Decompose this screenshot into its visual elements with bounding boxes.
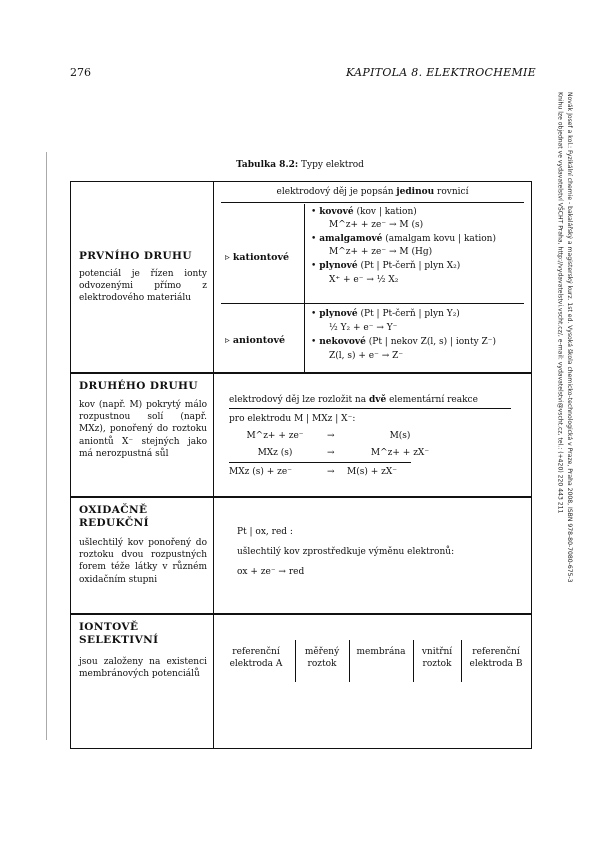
bullet-kovove [311,206,417,218]
section1-header-post: rovnicí [434,187,469,197]
section3-line3: ox + ze⁻ → red [237,567,305,577]
bullet-plynove-kation-name: plynové [319,261,358,271]
bullet-nekovove [311,336,496,348]
chapter-title: KAPITOLA 8. ELEKTROCHEMIE [346,66,536,79]
cell-inner-bottom: roztok [422,659,452,669]
cell-ref-b [463,646,529,670]
cell-ref-a-bottom: elektroda A [229,659,283,669]
citation-sidebar [554,92,574,652]
cell-measured [297,646,347,670]
caption-label: Tabulka 8.2: [236,160,299,170]
cell-inner-top: vnitřní [421,647,453,657]
bullet-dot-icon: • [311,207,317,217]
bullet-plynove-anion-name: plynové [319,309,358,319]
table-caption [0,160,600,170]
cell-ref-a-top: referenční [232,647,280,657]
section4-title: IONTOVĚ SELEKTIVNÍ [79,621,159,646]
bullet-nekovove-rest: (Pt | nekov Z(l, s) | ionty Z⁻) [365,337,497,347]
bullet-amalgamove-name: amalgamové [319,234,383,244]
section2-header [229,394,478,406]
bullet-plynove-anion-rest: (Pt | Pt-čerň | plyn Y₂) [357,309,460,319]
r1-left: M^z+ + ze⁻ [246,431,304,441]
cell-divider-1 [295,640,296,682]
bullet-kovove-name: kovové [319,207,354,217]
bullet-amalgamove [311,233,496,245]
margin-change-bar [46,152,47,740]
bullet-dot-icon: • [311,337,317,347]
section-divider-3 [71,613,531,615]
triangle-right-icon: ▹ [225,252,230,263]
section1-title: PRVNÍHO DRUHU [79,250,192,262]
page-number: 276 [70,66,91,79]
anion-label-text: aniontové [232,335,286,346]
bullet-kovove-rest: (kov | kation) [353,207,417,217]
section-divider-2 [71,496,531,498]
caption-text: Typy elektrod [301,160,364,170]
r3-arrow: → [327,467,335,477]
cell-divider-2 [349,640,350,682]
bullet-plynove-anion [311,308,460,320]
r3-left: MXz (s) + ze⁻ [229,467,292,477]
cell-measured-top: měřený [304,647,340,657]
section1-header-rule [221,202,524,203]
bullet-plynove-kation-rest: (Pt | Pt-čerň | plyn X₂) [357,261,461,271]
citation-line-1: Novák Josef a kol.: Fyzikální chemie - bakalářský a magisterský kurz. 1st ed. Vysoká škola chemicko-technologická v Praze, Praha 2008, ISBN 978-80-7080-675-3 [566,92,573,583]
eq-kovove: M^z+ + ze⁻ → M (s) [329,220,424,230]
section4-desc: jsou založeny na existenci membránových potenciálů [79,657,207,680]
section-divider-1 [71,372,531,374]
section2-subheader: pro elektrodu M | MXz | X⁻: [229,414,356,424]
cell-inner [415,646,459,670]
cell-ref-b-top: referenční [472,647,520,657]
section2-header-pre: elektrodový děj lze rozložit na [229,395,369,405]
bullet-dot-icon: • [311,234,317,244]
section1-header-pre: elektrodový děj je popsán [276,187,397,197]
r1-arrow: → [327,431,335,441]
section1-desc: potenciál je řízen ionty odvozenými přímo z elektrodového materiálu [79,269,207,304]
bullet-amalgamove-rest: (amalgam kovu | kation) [382,234,496,244]
section1-row-divider [221,303,524,304]
section2-title: DRUHÉHO DRUHU [79,380,198,392]
cell-membrane [351,646,411,658]
kation-label-text: kationtové [232,252,290,263]
citation-line-2: Knihu lze objednat ve vydavatelství VŠCHT Praha, http://vydavatelstvi.vscht.cz/, e-mail: vydavatelstvi@vscht.cz, tel.: (+420) 220 443 211 [556,92,564,514]
eq-amalgamove: M^z+ + ze⁻ → M (Hg) [329,247,433,257]
section2-desc: kov (např. M) pokrytý málo rozpustnou solí (např. MXz), ponořený do roztoku aniontů X⁻ stejných jako má nerozpustná sůl [79,400,207,459]
section1-header [214,186,531,198]
column-divider [213,182,214,748]
section3-line2: ušlechtilý kov zprostředkuje výměnu elektronů: [237,547,455,557]
section1-header-bold: jedinou [396,187,435,197]
bullet-nekovove-name: nekovové [319,337,366,347]
kation-label [225,252,289,263]
bullet-plynove-kation [311,260,460,272]
electrode-types-table [70,181,532,749]
section1-subcolumn-divider [304,204,305,372]
section2-header-rule [229,408,511,409]
r1-right: M(s) [389,431,411,441]
cell-membrane-top: membrána [356,647,406,657]
r2-right: M^z+ + zX⁻ [370,448,430,458]
triangle-right-icon: ▹ [225,335,230,346]
section2-header-bold: dvě [368,395,387,405]
cell-ref-b-bottom: elektroda B [469,659,523,669]
section3-desc: ušlechtilý kov ponořený do roztoku dvou rozpustných forem téže látky v různém oxidačním stupni [79,538,207,585]
section2-header-post: elementární reakce [386,395,478,405]
anion-label [225,335,285,346]
section3-line1: Pt | ox, red : [237,527,293,537]
r3-right: M(s) + zX⁻ [347,467,398,477]
r2-arrow: → [327,448,335,458]
r2-left: MXz (s) [257,448,293,458]
cell-divider-4 [461,640,462,682]
eq-plynove-anion: ½ Y₂ + e⁻ → Y⁻ [329,323,398,333]
eq-nekovove: Z(l, s) + e⁻ → Z⁻ [329,351,404,361]
cell-measured-bottom: roztok [307,659,337,669]
eq-plynove-kation: X⁺ + e⁻ → ½ X₂ [329,275,399,285]
cell-divider-3 [413,640,414,682]
section3-title: OXIDAČNĚ REDUKČNÍ [79,504,149,529]
bullet-dot-icon: • [311,261,317,271]
reaction-sum-rule [229,462,411,463]
cell-ref-a [218,646,294,670]
bullet-dot-icon: • [311,309,317,319]
